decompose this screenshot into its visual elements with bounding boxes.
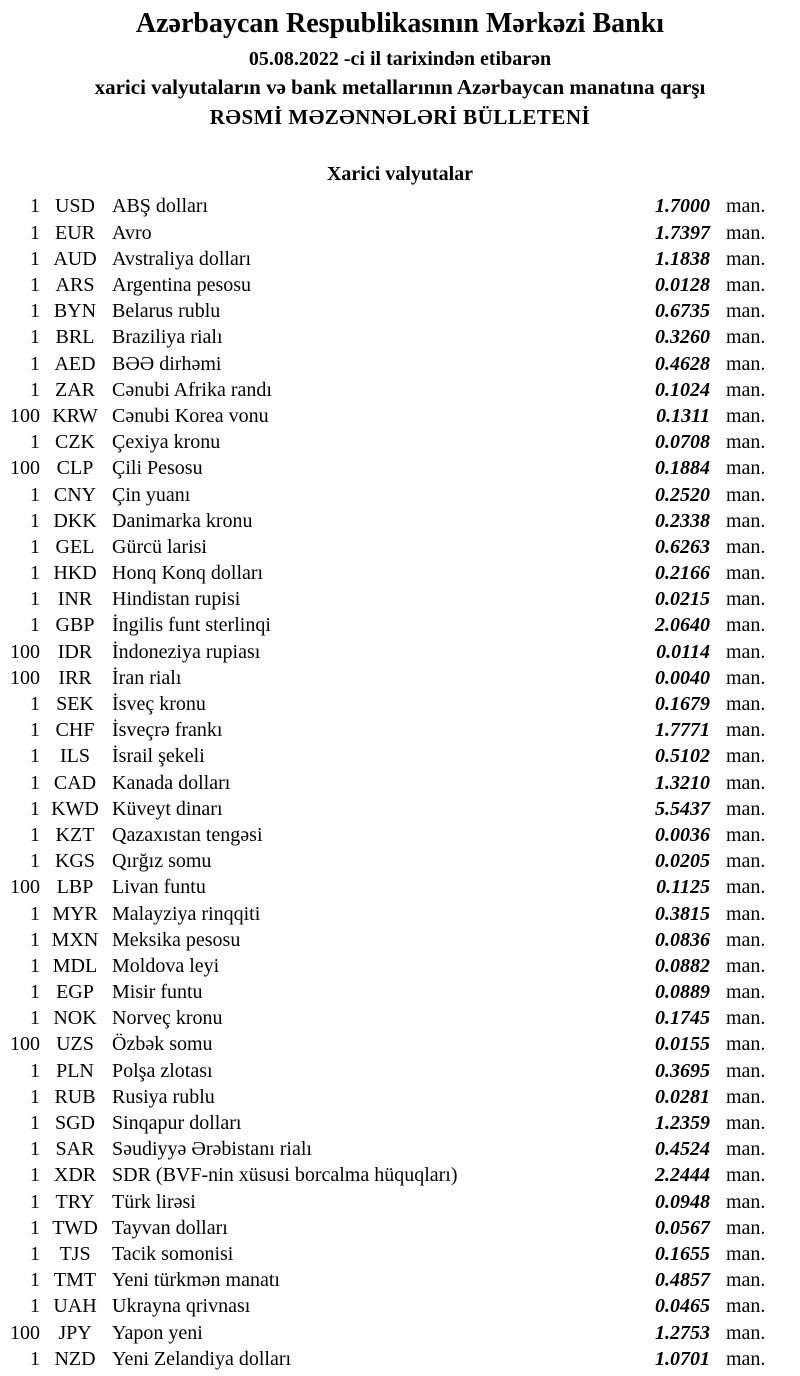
quantity-cell: 1 <box>30 588 40 611</box>
unit-cell: man. <box>726 300 766 323</box>
rate-cell: 1.2753 <box>655 1321 710 1344</box>
rate-cell: 0.1125 <box>656 876 710 899</box>
currency-row <box>0 903 800 929</box>
name-cell: Moldova leyi <box>112 954 220 977</box>
unit-cell: man. <box>726 1059 766 1082</box>
quantity-cell: 1 <box>30 1085 40 1108</box>
rate-cell: 0.3695 <box>655 1059 710 1082</box>
rate-cell: 0.0948 <box>655 1190 710 1213</box>
currency-row <box>0 876 800 902</box>
currency-row <box>0 798 800 824</box>
unit-cell: man. <box>726 274 766 297</box>
code-cell: JPY <box>58 1321 92 1344</box>
quantity-cell: 100 <box>10 1321 40 1344</box>
unit-cell: man. <box>726 588 766 611</box>
name-cell: Gürcü larisi <box>112 535 207 558</box>
name-cell: Avstraliya dolları <box>112 247 252 270</box>
code-cell: SEK <box>56 693 94 716</box>
currency-row <box>0 353 800 379</box>
code-cell: ARS <box>55 274 95 297</box>
bank-name-title: Azərbaycan Respublikasının Mərkəzi Bankı <box>135 8 665 39</box>
unit-cell: man. <box>726 562 766 585</box>
name-cell: Meksika pesosu <box>112 928 241 951</box>
code-cell: UZS <box>56 1033 94 1056</box>
rate-cell: 1.7771 <box>655 719 710 742</box>
name-cell: İngilis funt sterlinqi <box>112 614 271 637</box>
rate-cell: 0.0155 <box>655 1033 710 1056</box>
currency-row <box>0 772 800 798</box>
currency-row <box>0 457 800 483</box>
unit-cell: man. <box>726 902 766 925</box>
currency-row <box>0 195 800 221</box>
code-cell: NOK <box>53 1007 97 1030</box>
code-cell: AED <box>54 352 96 375</box>
name-cell: İsveç kronu <box>112 693 206 716</box>
currency-row <box>0 300 800 326</box>
rate-cell: 0.0128 <box>655 274 710 297</box>
code-cell: UAH <box>53 1295 97 1318</box>
name-cell: Çili Pesosu <box>112 457 203 480</box>
currency-row <box>0 379 800 405</box>
code-cell: SAR <box>55 1138 95 1161</box>
rate-cell: 0.0281 <box>655 1085 710 1108</box>
bulletin-title: RƏSMİ MƏZƏNNƏLƏRİ BÜLLETENİ <box>209 105 591 130</box>
code-cell: CLP <box>56 457 94 480</box>
quantity-cell: 1 <box>30 1059 40 1082</box>
name-cell: Cənubi Korea vonu <box>112 404 269 427</box>
name-cell: BƏƏ dirhəmi <box>112 352 222 375</box>
code-cell: MDL <box>52 954 98 977</box>
quantity-cell: 1 <box>30 981 40 1004</box>
name-cell: Yapon yeni <box>112 1321 203 1344</box>
unit-cell: man. <box>726 745 766 768</box>
quantity-cell: 1 <box>30 483 40 506</box>
unit-cell: man. <box>726 666 766 689</box>
name-cell: Sinqapur dolları <box>112 1112 242 1135</box>
currency-row <box>0 929 800 955</box>
quantity-cell: 100 <box>10 876 40 899</box>
code-cell: CZK <box>55 431 95 454</box>
currency-row <box>0 588 800 614</box>
code-cell: SGD <box>54 1112 95 1135</box>
rate-cell: 0.0114 <box>656 640 710 663</box>
unit-cell: man. <box>726 1138 766 1161</box>
currency-row <box>0 248 800 274</box>
quantity-cell: 1 <box>30 1164 40 1187</box>
currency-row <box>0 719 800 745</box>
unit-cell: man. <box>726 1112 766 1135</box>
code-cell: TJS <box>59 1242 91 1265</box>
name-cell: Malayziya rinqqiti <box>112 902 261 925</box>
quantity-cell: 100 <box>10 666 40 689</box>
name-cell: Braziliya rialı <box>112 326 223 349</box>
quantity-cell: 1 <box>30 1138 40 1161</box>
quantity-cell: 1 <box>30 850 40 873</box>
rate-cell: 0.1311 <box>656 404 710 427</box>
rate-cell: 0.4628 <box>655 352 710 375</box>
code-cell: TWD <box>52 1216 98 1239</box>
quantity-cell: 1 <box>30 954 40 977</box>
currency-row <box>0 1033 800 1059</box>
currency-row <box>0 981 800 1007</box>
unit-cell: man. <box>726 1007 766 1030</box>
name-cell: Küveyt dinarı <box>112 797 223 820</box>
currency-row <box>0 1269 800 1295</box>
code-cell: KRW <box>52 404 98 427</box>
rate-cell: 0.3815 <box>655 902 710 925</box>
rate-cell: 0.1655 <box>655 1242 710 1265</box>
name-cell: Hindistan rupisi <box>112 588 241 611</box>
unit-cell: man. <box>726 247 766 270</box>
code-cell: MYR <box>52 902 98 925</box>
currency-row <box>0 562 800 588</box>
name-cell: İndoneziya rupiası <box>112 640 261 663</box>
section-title-foreign-currencies: Xarici valyutalar <box>326 163 474 186</box>
quantity-cell: 1 <box>30 247 40 270</box>
unit-cell: man. <box>726 1164 766 1187</box>
unit-cell: man. <box>726 195 766 218</box>
name-cell: ABŞ dolları <box>112 195 209 218</box>
quantity-cell: 1 <box>30 352 40 375</box>
currency-row <box>0 274 800 300</box>
name-cell: Səudiyyə Ərəbistanı rialı <box>112 1138 312 1161</box>
currency-row <box>0 1322 800 1348</box>
unit-cell: man. <box>726 850 766 873</box>
rate-cell: 1.7397 <box>655 221 710 244</box>
currency-row <box>0 955 800 981</box>
currency-row <box>0 484 800 510</box>
quantity-cell: 1 <box>30 300 40 323</box>
code-cell: KGS <box>54 850 95 873</box>
name-cell: Özbək somu <box>112 1033 213 1056</box>
name-cell: Türk lirəsi <box>112 1190 196 1213</box>
code-cell: BRL <box>55 326 95 349</box>
name-cell: Ukrayna qrivnası <box>112 1295 251 1318</box>
code-cell: DKK <box>53 509 97 532</box>
currency-row <box>0 1164 800 1190</box>
code-cell: KZT <box>55 823 95 846</box>
rate-cell: 0.2338 <box>655 509 710 532</box>
quantity-cell: 1 <box>30 745 40 768</box>
code-cell: ZAR <box>55 378 95 401</box>
quantity-cell: 1 <box>30 1112 40 1135</box>
rate-cell: 0.0836 <box>655 928 710 951</box>
code-cell: IDR <box>57 640 93 663</box>
code-cell: MXN <box>51 928 99 951</box>
rate-cell: 0.0889 <box>655 981 710 1004</box>
unit-cell: man. <box>726 1321 766 1344</box>
rate-cell: 0.1745 <box>655 1007 710 1030</box>
name-cell: Çexiya kronu <box>112 431 221 454</box>
unit-cell: man. <box>726 483 766 506</box>
quantity-cell: 1 <box>30 771 40 794</box>
currency-row <box>0 1007 800 1033</box>
code-cell: XDR <box>53 1164 97 1187</box>
code-cell: GEL <box>55 535 95 558</box>
code-cell: KWD <box>51 797 99 820</box>
quantity-cell: 1 <box>30 535 40 558</box>
code-cell: CAD <box>53 771 97 794</box>
rate-cell: 0.0465 <box>655 1295 710 1318</box>
quantity-cell: 100 <box>10 457 40 480</box>
name-cell: Polşa zlotası <box>112 1059 213 1082</box>
name-cell: Yeni türkmən manatı <box>112 1269 280 1292</box>
rate-cell: 0.1024 <box>655 378 710 401</box>
quantity-cell: 1 <box>30 509 40 532</box>
code-cell: HKD <box>53 562 97 585</box>
quantity-cell: 1 <box>30 693 40 716</box>
quantity-cell: 100 <box>10 404 40 427</box>
currency-row <box>0 222 800 248</box>
quantity-cell: 1 <box>30 719 40 742</box>
rate-cell: 1.1838 <box>655 247 710 270</box>
rate-cell: 0.0205 <box>655 850 710 873</box>
quantity-cell: 1 <box>30 1216 40 1239</box>
unit-cell: man. <box>726 797 766 820</box>
unit-cell: man. <box>726 404 766 427</box>
code-cell: BYN <box>53 300 97 323</box>
quantity-cell: 1 <box>30 1347 40 1370</box>
code-cell: AUD <box>53 247 97 270</box>
currency-row <box>0 1112 800 1138</box>
name-cell: Belarus rublu <box>112 300 221 323</box>
rate-cell: 0.6263 <box>655 535 710 558</box>
currency-row <box>0 326 800 352</box>
rate-cell: 0.0882 <box>655 954 710 977</box>
quantity-cell: 1 <box>30 221 40 244</box>
quantity-cell: 100 <box>10 1033 40 1056</box>
unit-cell: man. <box>726 1190 766 1213</box>
effective-date-line: 05.08.2022 -ci il tarixindən etibarən <box>248 48 552 71</box>
rate-cell: 2.0640 <box>655 614 710 637</box>
code-cell: ILS <box>60 745 90 768</box>
unit-cell: man. <box>726 954 766 977</box>
currency-row <box>0 745 800 771</box>
name-cell: Norveç kronu <box>112 1007 223 1030</box>
quantity-cell: 1 <box>30 326 40 349</box>
quantity-cell: 1 <box>30 1295 40 1318</box>
unit-cell: man. <box>726 614 766 637</box>
rate-cell: 1.2359 <box>655 1112 710 1135</box>
currency-row <box>0 1086 800 1112</box>
rate-cell: 0.0040 <box>655 666 710 689</box>
rate-cell: 0.6735 <box>655 300 710 323</box>
quantity-cell: 1 <box>30 1007 40 1030</box>
unit-cell: man. <box>726 431 766 454</box>
name-cell: Qırğız somu <box>112 850 212 873</box>
currency-row <box>0 1191 800 1217</box>
rate-cell: 0.2166 <box>655 562 710 585</box>
code-cell: CHF <box>55 719 95 742</box>
document-header <box>0 0 800 129</box>
currency-row <box>0 405 800 431</box>
unit-cell: man. <box>726 1216 766 1239</box>
quantity-cell: 1 <box>30 431 40 454</box>
name-cell: Tacik somonisi <box>112 1242 234 1265</box>
currency-row <box>0 1243 800 1269</box>
rate-cell: 0.5102 <box>655 745 710 768</box>
rate-cell: 0.0708 <box>655 431 710 454</box>
subtitle-line: xarici valyutaların və bank metallarının Azərbaycan manatına qarşı <box>94 75 706 100</box>
rate-cell: 1.7000 <box>655 195 710 218</box>
rate-cell: 0.4524 <box>655 1138 710 1161</box>
rate-cell: 0.1679 <box>655 693 710 716</box>
code-cell: EGP <box>56 981 94 1004</box>
currency-row <box>0 850 800 876</box>
unit-cell: man. <box>726 823 766 846</box>
code-cell: TRY <box>55 1190 95 1213</box>
unit-cell: man. <box>726 1085 766 1108</box>
rate-cell: 0.2520 <box>655 483 710 506</box>
currency-row <box>0 536 800 562</box>
currency-row <box>0 824 800 850</box>
unit-cell: man. <box>726 1347 766 1370</box>
unit-cell: man. <box>726 928 766 951</box>
name-cell: Çin yuanı <box>112 483 191 506</box>
unit-cell: man. <box>726 535 766 558</box>
code-cell: GBP <box>55 614 95 637</box>
currency-row <box>0 1138 800 1164</box>
code-cell: USD <box>54 195 95 218</box>
quantity-cell: 1 <box>30 928 40 951</box>
code-cell: RUB <box>54 1085 96 1108</box>
rate-cell: 2.2444 <box>655 1164 710 1187</box>
code-cell: IRR <box>58 666 92 689</box>
name-cell: Tayvan dolları <box>112 1216 228 1239</box>
unit-cell: man. <box>726 326 766 349</box>
name-cell: Rusiya rublu <box>112 1085 215 1108</box>
name-cell: Avro <box>112 221 152 244</box>
quantity-cell: 1 <box>30 823 40 846</box>
unit-cell: man. <box>726 640 766 663</box>
quantity-cell: 100 <box>10 640 40 663</box>
unit-cell: man. <box>726 719 766 742</box>
quantity-cell: 1 <box>30 195 40 218</box>
code-cell: LBP <box>56 876 94 899</box>
unit-cell: man. <box>726 1033 766 1056</box>
currency-row <box>0 1060 800 1086</box>
quantity-cell: 1 <box>30 1269 40 1292</box>
unit-cell: man. <box>726 352 766 375</box>
rate-cell: 0.0215 <box>655 588 710 611</box>
name-cell: Cənubi Afrika randı <box>112 378 272 401</box>
currency-row <box>0 510 800 536</box>
name-cell: İran rialı <box>112 666 182 689</box>
code-cell: PLN <box>56 1059 94 1082</box>
currency-row <box>0 641 800 667</box>
unit-cell: man. <box>726 1295 766 1318</box>
name-cell: Kanada dolları <box>112 771 231 794</box>
code-cell: EUR <box>55 221 95 244</box>
unit-cell: man. <box>726 876 766 899</box>
quantity-cell: 1 <box>30 1190 40 1213</box>
rate-cell: 5.5437 <box>655 797 710 820</box>
quantity-cell: 1 <box>30 614 40 637</box>
code-cell: NZD <box>54 1347 96 1370</box>
rate-cell: 0.0036 <box>655 823 710 846</box>
currency-table <box>0 195 800 1373</box>
currency-row <box>0 614 800 640</box>
name-cell: Honq Konq dolları <box>112 562 264 585</box>
unit-cell: man. <box>726 221 766 244</box>
unit-cell: man. <box>726 693 766 716</box>
unit-cell: man. <box>726 1242 766 1265</box>
currency-row <box>0 667 800 693</box>
name-cell: SDR (BVF-nin xüsusi borcalma hüquqları) <box>112 1164 458 1187</box>
name-cell: İsveçrə frankı <box>112 719 223 742</box>
unit-cell: man. <box>726 981 766 1004</box>
quantity-cell: 1 <box>30 562 40 585</box>
currency-row <box>0 1348 800 1374</box>
quantity-cell: 1 <box>30 1242 40 1265</box>
code-cell: CNY <box>53 483 97 506</box>
currency-row <box>0 431 800 457</box>
name-cell: Argentina pesosu <box>112 274 252 297</box>
currency-row <box>0 1217 800 1243</box>
unit-cell: man. <box>726 457 766 480</box>
code-cell: TMT <box>53 1269 97 1292</box>
name-cell: Danimarka kronu <box>112 509 253 532</box>
currency-row <box>0 1295 800 1321</box>
rate-cell: 1.3210 <box>655 771 710 794</box>
code-cell: INR <box>57 588 93 611</box>
rate-cell: 1.0701 <box>655 1347 710 1370</box>
rate-cell: 0.4857 <box>655 1269 710 1292</box>
name-cell: Livan funtu <box>112 876 206 899</box>
name-cell: İsrail şekeli <box>112 745 205 768</box>
unit-cell: man. <box>726 771 766 794</box>
rate-cell: 0.3260 <box>655 326 710 349</box>
name-cell: Yeni Zelandiya dolları <box>112 1347 292 1370</box>
quantity-cell: 1 <box>30 274 40 297</box>
rate-cell: 0.0567 <box>655 1216 710 1239</box>
quantity-cell: 1 <box>30 797 40 820</box>
quantity-cell: 1 <box>30 902 40 925</box>
unit-cell: man. <box>726 1269 766 1292</box>
rate-cell: 0.1884 <box>655 457 710 480</box>
unit-cell: man. <box>726 509 766 532</box>
currency-row <box>0 693 800 719</box>
name-cell: Misir funtu <box>112 981 203 1004</box>
unit-cell: man. <box>726 378 766 401</box>
name-cell: Qazaxıstan tengəsi <box>112 823 263 846</box>
quantity-cell: 1 <box>30 378 40 401</box>
